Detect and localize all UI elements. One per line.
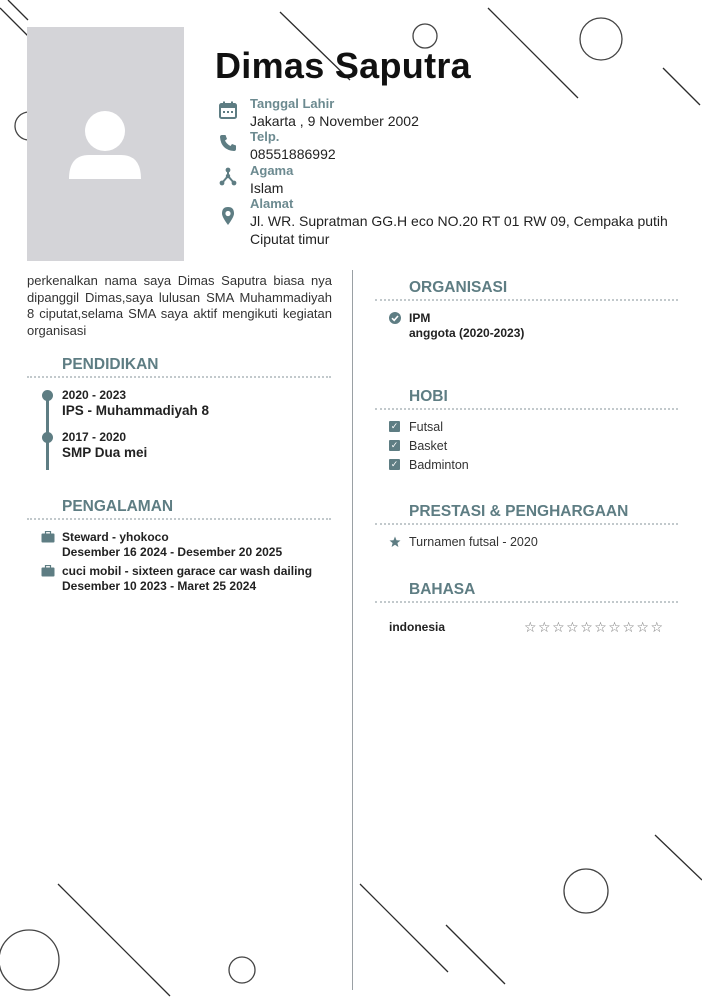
education-school: IPS - Muhammadiyah 8: [62, 403, 210, 418]
achievements-section-title: PRESTASI & PENGHARGAAN: [409, 503, 629, 520]
education-timeline-line: [46, 392, 49, 470]
hobby-item: Basket: [409, 439, 448, 453]
checkbox-icon: ✓: [390, 440, 399, 450]
phone-icon: [218, 133, 238, 153]
candidate-name: Dimas Saputra: [215, 45, 471, 86]
organization-name: IPM: [409, 311, 431, 325]
experience-dates: Desember 16 2024 - Desember 20 2025: [62, 545, 283, 559]
check-circle-icon: [389, 312, 401, 324]
location-pin-icon: [218, 206, 238, 226]
birth-date-label: Tanggal Lahir: [250, 96, 335, 111]
star-icon: [389, 536, 401, 548]
languages-section-title: BAHASA: [409, 581, 476, 598]
experience-role: cuci mobil - sixteen garace car wash dailing: [62, 564, 313, 578]
person-silhouette-icon: [27, 27, 184, 261]
organization-detail: anggota (2020-2023): [409, 326, 525, 340]
hobbies-section-rule: [375, 408, 678, 410]
hobbies-section-title: HOBI: [409, 388, 448, 405]
about-paragraph: perkenalkan nama saya Dimas Saputra biasa nya dipanggil Dimas,saya lulusan SMA Muhammadiyah 8 ciputat,selama SMA saya aktif mengikuti kegiatan organisasi: [27, 273, 332, 338]
language-name: indonesia: [389, 620, 446, 634]
column-divider: [352, 270, 353, 990]
experience-section-title: PENGALAMAN: [62, 498, 174, 515]
briefcase-icon: [41, 531, 55, 543]
education-years: 2017 - 2020: [62, 430, 127, 444]
education-timeline-dot: [42, 390, 53, 401]
address-label: Alamat: [250, 196, 294, 211]
achievements-section-rule: [375, 523, 678, 525]
organization-section-rule: [375, 299, 678, 301]
briefcase-icon: [41, 565, 55, 577]
organization-section-title: ORGANISASI: [409, 279, 508, 296]
phone-value: 08551886992: [250, 146, 336, 162]
experience-role: Steward - yhokoco: [62, 530, 169, 544]
achievement-item: Turnamen futsal - 2020: [409, 535, 538, 549]
education-school: SMP Dua mei: [62, 445, 148, 460]
hobby-item: Futsal: [409, 420, 444, 434]
language-rating-stars: ☆☆☆☆☆☆☆☆☆☆: [524, 619, 665, 635]
hobby-item: Badminton: [409, 458, 469, 472]
share-icon: [218, 167, 238, 187]
religion-label: Agama: [250, 163, 294, 178]
education-section-title: PENDIDIKAN: [62, 356, 159, 373]
checkbox-icon: ✓: [390, 421, 399, 431]
phone-label: Telp.: [250, 129, 280, 144]
experience-dates: Desember 10 2023 - Maret 25 2024: [62, 579, 257, 593]
profile-photo-placeholder: [27, 27, 184, 261]
experience-section-rule: [27, 518, 331, 520]
education-timeline-dot: [42, 432, 53, 443]
birth-date-value: Jakarta , 9 November 2002: [250, 113, 419, 129]
calendar-icon: [218, 100, 238, 120]
education-section-rule: [27, 376, 331, 378]
checkbox-icon: ✓: [390, 459, 399, 469]
languages-section-rule: [375, 601, 678, 603]
address-value: Jl. WR. Supratman GG.H eco NO.20 RT 01 RW 09, Cempaka putih Ciputat timur: [250, 213, 668, 247]
education-years: 2020 - 2023: [62, 388, 127, 402]
religion-value: Islam: [250, 180, 284, 196]
